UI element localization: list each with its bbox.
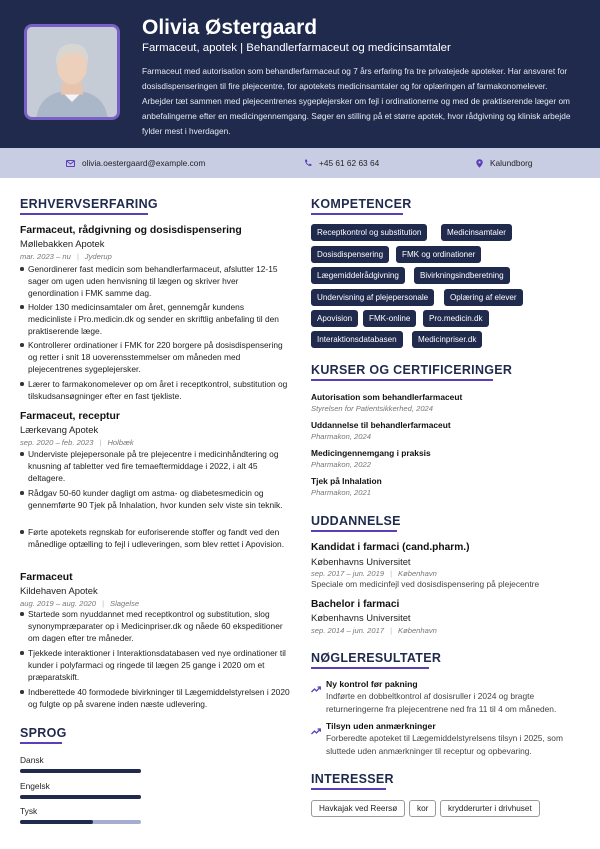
job-company: Kildehaven Apotek	[20, 585, 98, 596]
job-bullet: Kontrollerer ordinationer i FMK for 220 borgere på dosisdispensering og retter i snit 18 uoverensstemmelser om måneden med plejecentrenes sygeplejersker.	[20, 339, 290, 376]
course-title: Uddannelse til behandlerfarmaceut	[311, 420, 451, 430]
contact-email[interactable]	[66, 148, 205, 178]
language-level-bar	[20, 769, 141, 773]
achievement-title: Ny kontrol før pakning	[326, 679, 418, 689]
contact-bar	[0, 148, 600, 178]
job-bullet: Lærer to farmakonomelever op om året i receptkontrol, substitution og tilskudsansøgninger efter en fast tjekliste.	[20, 378, 290, 402]
education-degree: Kandidat i farmaci (cand.pharm.)	[311, 542, 470, 553]
education-place: København	[398, 569, 437, 578]
achievement-description: Forberedte apoteket til Lægemiddelstyrelsens tilsyn i 2025, som sluttede uden anmærkninger til receptur og opbevaring.	[326, 733, 563, 756]
job-meta: aug. 2019 – aug. 2020 | Slagelse	[20, 599, 140, 608]
job-place: Slagelse	[110, 599, 140, 608]
experience-heading: ERHVERVSERFARING	[20, 197, 158, 211]
job-bullet: Genordinerer fast medicin som behandlerfarmaceut, afslutter 12-15 sager om ugen uden henvisning til lægen og skriver hver genordination i FMK samme dag.	[20, 263, 290, 300]
contact-location	[476, 148, 532, 178]
course-meta: Pharmakon, 2021	[311, 488, 371, 497]
job-title: Farmaceut, receptur	[20, 411, 120, 422]
skill-tag: Dosisdispensering	[311, 246, 389, 263]
language-level-fill	[20, 769, 141, 773]
languages-heading: SPROG	[20, 726, 67, 740]
interests-heading: INTERESSER	[311, 772, 394, 786]
candidate-title: Farmaceut, apotek | Behandlerfarmaceut og medicinsamtaler	[142, 42, 451, 54]
job-place: Holbæk	[107, 438, 134, 447]
education-school: Københavns Universitet	[311, 612, 411, 623]
skill-tag: Apovision	[311, 310, 358, 327]
language-level-fill	[20, 795, 141, 799]
achievement-title: Tilsyn uden anmærkninger	[326, 721, 436, 731]
courses-heading: KURSER OG CERTIFICERINGER	[311, 363, 513, 377]
education-degree: Bachelor i farmaci	[311, 599, 400, 610]
interests-heading-underline	[311, 788, 386, 790]
skill-tag: Interaktionsdatabasen	[311, 331, 403, 348]
header	[0, 0, 600, 148]
course-title: Autorisation som behandlerfarmaceut	[311, 392, 463, 402]
job-meta: sep. 2020 – feb. 2023 | Holbæk	[20, 438, 134, 447]
course-meta: Pharmakon, 2024	[311, 432, 371, 441]
phone-icon	[304, 159, 312, 167]
interest-tag: krydderurter i drivhuset	[440, 800, 540, 817]
interest-tag: kor	[409, 800, 436, 817]
language-level-bar	[20, 795, 141, 799]
job-dates: mar. 2023 – nu	[20, 252, 71, 261]
achievement-description: Indførte en dobbeltkontrol af dosisruller i 2024 og bragte returneringerne fra plejecentrene ned fra 11 til 4 om måneden.	[326, 691, 557, 714]
course-title: Tjek på Inhalation	[311, 476, 382, 486]
education-heading: UDDANNELSE	[311, 514, 401, 528]
job-dates: aug. 2019 – aug. 2020	[20, 599, 97, 608]
job-dates: sep. 2020 – feb. 2023	[20, 438, 94, 447]
skill-tag: Receptkontrol og substitution	[311, 224, 427, 241]
skills-heading-underline	[311, 213, 403, 215]
course-title: Medicingennemgang i praksis	[311, 448, 431, 458]
job-company: Møllebakken Apotek	[20, 238, 105, 249]
trend-up-icon	[311, 680, 321, 698]
skill-tag: Medicinpriser.dk	[412, 331, 482, 348]
job-bullet: Holder 130 medicinsamtaler om året, gennemgår kundens medicinliste i Pro.medicin.dk og sender en skriftlig anbefaling til den praktiserende læge.	[20, 301, 290, 338]
profile-photo	[24, 24, 120, 120]
skills-heading: KOMPETENCER	[311, 197, 412, 211]
email-text: olivia.oestergaard@example.com	[82, 158, 206, 168]
courses-heading-underline	[311, 379, 493, 381]
job-title: Farmaceut, rådgivning og dosisdispensering	[20, 225, 242, 236]
job-bullet: Underviste plejepersonale på tre plejecentre i medicinhåndtering og knusning af tabletter ved fire temaeftermiddage i 2022, i alt 45 deltagere.	[20, 448, 290, 485]
job-bullet: Indberettede 40 formodede bivirkninger til Lægemiddelstyrelsen i 2020 og fulgte op på svarene inden næste udlevering.	[20, 686, 290, 710]
job-meta: mar. 2023 – nu | Jyderup	[20, 252, 112, 261]
skill-tag: FMK og ordinationer	[396, 246, 481, 263]
candidate-name: Olivia Østergaard	[142, 16, 318, 39]
education-meta: sep. 2017 – jun. 2019 | København	[311, 569, 437, 578]
location-pin-icon	[476, 159, 483, 168]
job-bullet: Startede som nyuddannet med receptkontrol og substitution, slog synonympræparater op i Medicinpriser.dk og nåede 60 ekspeditioner om dagen efter tre måneder.	[20, 608, 290, 645]
education-dates: sep. 2014 – jun. 2017	[311, 626, 385, 635]
phone-text: +45 61 62 63 64	[319, 158, 380, 168]
location-text: Kalundborg	[490, 158, 533, 168]
skill-tag: Oplæring af elever	[444, 289, 523, 306]
education-dates: sep. 2017 – jun. 2019	[311, 569, 385, 578]
email-icon	[66, 160, 75, 167]
skill-tag: Medicinsamtaler	[441, 224, 512, 241]
job-bullet: Tjekkede interaktioner i Interaktionsdatabasen ved nye ordinationer til kunder i polyfarmaci og ringede til lægen 25 gange i 2020 om et præparatskift.	[20, 647, 290, 684]
job-place: Jyderup	[84, 252, 112, 261]
trend-up-icon	[311, 722, 321, 740]
job-bullet: Rådgav 50-60 kunder dagligt om astma- og diabetesmedicin og gennemførte 90 Tjek på Inhalation, hvor kunden selv viste sin teknik.	[20, 487, 290, 511]
language-level-fill	[20, 820, 93, 824]
education-heading-underline	[311, 530, 397, 532]
skill-tag: Lægemiddelrådgivning	[311, 267, 405, 284]
job-title: Farmaceut	[20, 572, 73, 583]
skill-tag: FMK-online	[363, 310, 416, 327]
profile-summary: Farmaceut med autorisation som behandlerfarmaceut og 7 års erfaring fra tre privatejede apoteker. Har ansvaret for dosisdispenseringen til fire plejecentre, for apotekets medicinsamtaler og for oplæringen af farmakonomelever. Arbejder tæt sammen med plejecentrenes sygeplejersker om fejl i ordinationerne og med de praktiserende læger om anbefalingerne efter en medicingennemgang. Søger en stilling på et større apotek, hvor rådgivning og klinisk arbejde fylder mest i hverdagen.	[142, 66, 571, 136]
language-name: Engelsk	[20, 781, 50, 791]
languages-heading-underline	[20, 742, 62, 744]
achievements-heading-underline	[311, 667, 429, 669]
job-bullet: Førte apotekets regnskab for euforiserende stoffer og fandt ved den månedlige optælling to fejl i udleveringen, som blev rettet i Apovision.	[20, 526, 290, 550]
language-name: Tysk	[20, 806, 38, 816]
education-school: Københavns Universitet	[311, 556, 411, 567]
job-company: Lærkevang Apotek	[20, 424, 99, 435]
experience-heading-underline	[20, 213, 148, 215]
education-place: København	[398, 626, 437, 635]
education-meta: sep. 2014 – jun. 2017 | København	[311, 626, 437, 635]
interest-tag: Havkajak ved Reersø	[311, 800, 405, 817]
language-name: Dansk	[20, 755, 44, 765]
skill-tag: Undervisning af plejepersonale	[311, 289, 434, 306]
achievements-heading: NØGLERESULTATER	[311, 651, 442, 665]
skill-tag: Bivirkningsindberetning	[414, 267, 510, 284]
course-meta: Styrelsen for Patientsikkerhed, 2024	[311, 404, 433, 413]
course-meta: Pharmakon, 2022	[311, 460, 371, 469]
contact-phone[interactable]	[304, 148, 379, 178]
skill-tag: Pro.medicin.dk	[423, 310, 489, 327]
education-description: Speciale om medicinfejl ved dosisdispensering på plejecentre	[311, 579, 540, 589]
language-level-bar	[20, 820, 141, 824]
